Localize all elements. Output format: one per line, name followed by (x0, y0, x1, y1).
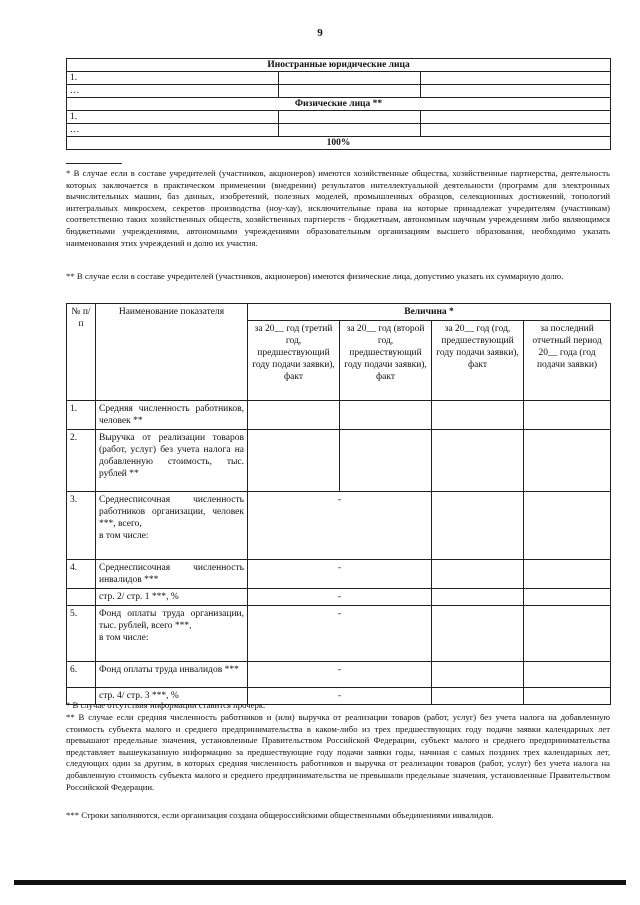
row-num: 6. (67, 662, 96, 688)
table-row (67, 662, 611, 688)
row-sublabel: в том числе: (99, 531, 149, 541)
footnote-2: ** В случае если в составе учредителей (участников, акционеров) имеются физические лица, допустимо указать их суммарную долю. (66, 271, 564, 281)
header-num: № п/п (67, 304, 96, 401)
header-name: Наименование показателя (96, 304, 248, 401)
header-value: Величина * (248, 304, 611, 321)
individuals-title-row (67, 98, 611, 111)
table-row (67, 124, 611, 137)
table-row (67, 85, 611, 98)
table-row (67, 492, 611, 560)
table-row (67, 560, 611, 589)
row-num (67, 589, 96, 606)
shareholders-table (66, 58, 611, 150)
total-row (67, 137, 611, 150)
dash-cell: - (248, 589, 432, 606)
dash-cell: - (248, 492, 432, 560)
row-label: стр. 4/ стр. 3 ***, % (96, 688, 248, 705)
row-label: Среднесписочная численность работников организации, человек ***, всего, (99, 495, 244, 529)
footnote-1: * В случае если в составе учредителей (участников, акционеров) имеются хозяйственные общества, хозяйственные партнерства, деятельность которых заключается в практическом применении (внедрении) результатов интеллектуальной деятельности (программ для электронных вычислительных машин, баз данных, изобретений, полезных моделей, промышленных образцов, селекционных достижений, топологий интегральных микросхем, секретов производства (ноу-хау), исключительные права на которые принадлежат учредителям (участникам) соответственно таких хозяйственных обществ, хозяйственных партнерств - бюджетным, автономным научным учреждениям либо являющимся бюджетными учреждениями, автономными учреждениями образовательным организациям высшего образования, необходимо указать наименования этих учреждений и долю их участия. (66, 168, 610, 248)
row-ellipsis: … (67, 124, 279, 137)
foreign-entities-title: Иностранные юридические лица (67, 59, 611, 72)
foreign-title-row (67, 59, 611, 72)
total-percent: 100% (67, 137, 611, 150)
table-row (67, 72, 611, 85)
bottom-footnote-1: * В случае отсутствия информации ставится прочерк. (66, 700, 266, 710)
header-year-3: за 20__ год (третий год, предшествующий году подачи заявки), факт (248, 321, 340, 401)
row-label: стр. 2/ стр. 1 ***, % (96, 589, 248, 606)
indicators-table (66, 303, 611, 705)
row-label: Выручка от реализации товаров (работ, услуг) без учета налога на добавленную стоимость, тыс. рублей ** (96, 430, 248, 492)
bottom-footnote-2: ** В случае если средняя численность работников и (или) выручка от реализации товаров (работ, услуг) без учета налога на добавленную стоимость субъекта малого и среднего предпринимательства в каком-либо из трех предшествующих году подачи заявки календарных лет превышают предельные значения, установленные Правительством Российской Федерации, субъект малого и среднего предпринимательства представляет вышеуказанную информацию за предшествующие году подачи заявки годы, начиная с самых поздних трех календарных лет, следующих один за другим, в которых средняя численность работников и выручка от реализации товаров (работ, услуг) без учета налога на добавленную стоимость субъекта малого и среднего предпринимательства не превышали предельные значения, установленные Правительством Российской Федерации. (66, 712, 610, 792)
footnote-divider (66, 163, 122, 164)
row-num: 3. (67, 492, 96, 560)
dash-cell: - (248, 662, 432, 688)
row-num: 5. (67, 606, 96, 662)
header-year-1: за 20__ год (год, предшествующий году подачи заявки), факт (432, 321, 524, 401)
header-current: за последний отчетный период 20__ года (год подачи заявки) (524, 321, 611, 401)
bottom-footnote-3: *** Строки заполняются, если организация создана общероссийскими общественными объединениями инвалидов. (66, 810, 494, 820)
row-label: Фонд оплаты труда инвалидов *** (96, 662, 248, 688)
page-bottom-rule (14, 880, 626, 885)
table-row (67, 401, 611, 430)
header-year-2: за 20__ год (второй год, предшествующий году подачи заявки), факт (340, 321, 432, 401)
row-num: 1. (67, 401, 96, 430)
row-sublabel: в том числе: (99, 633, 149, 643)
dash-cell: - (248, 560, 432, 589)
dash-cell: - (248, 606, 432, 662)
table-row (67, 430, 611, 492)
row-label: Фонд оплаты труда организации, тыс. рублей, всего ***, (99, 609, 244, 631)
individuals-title: Физические лица ** (67, 98, 611, 111)
row-label: Средняя численность работников, человек ** (96, 401, 248, 430)
table-row (67, 589, 611, 606)
table-row (67, 606, 611, 662)
row-num: 4. (67, 560, 96, 589)
row-number: 1. (67, 72, 279, 85)
table-row (67, 111, 611, 124)
row-label: Среднесписочная численность инвалидов *** (96, 560, 248, 589)
row-num: 2. (67, 430, 96, 492)
page-number: 9 (317, 27, 323, 39)
dash-cell: - (248, 688, 432, 705)
row-ellipsis: … (67, 85, 279, 98)
row-number: 1. (67, 111, 279, 124)
